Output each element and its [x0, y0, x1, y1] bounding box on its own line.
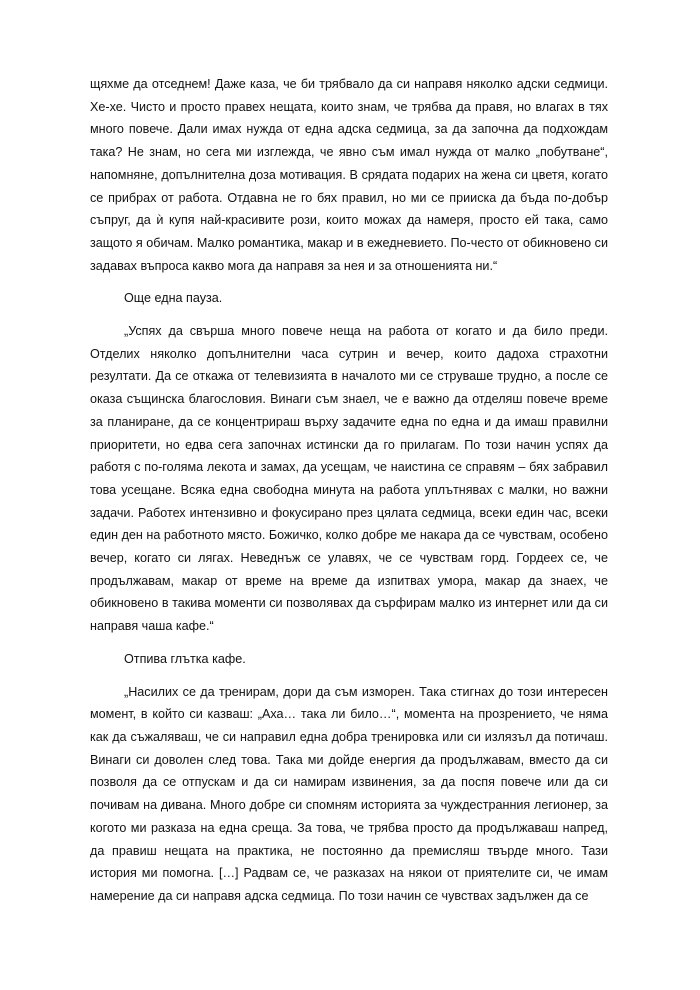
paragraph-coffee-note: Отпива глътка кафе. [124, 651, 246, 666]
paragraph-continued: щяхме да отседнем! Даже каза, че би трябвало да си направя няколко адски седмици. Хе-хе. Чисто и просто правех нещата, които знам, че трябва да правя, но влагах в тях много повече. Дали имах нужда от една адска седмица, за да започна да подхождам така? Не знам, но сега ми изглежда, че явно съм имал нужда от малко „побутване“, напомняне, допълнителна доза мотивация. В срядата подарих на жена си цветя, когато се прибрах от работа. Отдавна не го бях правил, но ми се прииска да бъда по-добър съпруг, да ѝ купя най-красивите рози, които можах да намеря, просто ей така, само защото я обичам. Малко романтика, макар и в ежедневието. По-често от обикновено си задавах въпроса какво мога да направя за нея и за отношенията ни.“ [90, 77, 608, 273]
paragraph-work-story: „Успях да свърша много повече неща на работа от когато и да било преди. Отделих няколко допълнителни часа сутрин и вечер, които дадоха страхотни резултати. Да се откажа от телевизията в началото ми се струваше трудно, а после се оказа същинска благословия. Винаги съм знаел, че е важно да отделяш повече време за планиране, да се концентрираш върху задачите една по една и да имаш правилни приоритети, но едва сега започнах истински да го прилагам. По този начин успях да работя с по-голяма лекота и замах, да усещам, че наистина се справям – бях забравил това усещане. Всяка една свободна минута на работа уплътнявах с малки, но важни задачи. Работех интензивно и фокусирано през цялата седмица, всеки един час, всеки един ден на работното място. Божичко, колко добре ме накара да се чувствам, особено вечер, когато си лягах. Неведнъж се улавях, че се чувствам горд. Гордеех се, че продължавам, макар от време на време да изпитвах умора, макар да знаех, че обикновено в такива моменти си позволявах да сърфирам малко из интернет или да си направя чаша кафе.“ [90, 324, 608, 634]
paragraph-pause-note: Още една пауза. [124, 291, 223, 306]
paragraph-training-story: „Насилих се да тренирам, дори да съм изморен. Така стигнах до този интересен момент, в който си казваш: „Аха… така ли било…“, момента на прозрението, че няма как да съжаляваш, че си направил една добра тренировка или си излязъл да потичаш. Винаги си доволен след това. Така ми дойде енергия да продължавам, вместо да си позволя да се отпускам и да си намирам извинения, за да поспя повече или да си почивам на дивана. Много добре си спомням историята за чуждестранния легионер, за когото ми разказа на една среща. За това, че трябва просто да продължаваш напред, да правиш нещата на практика, не постоянно да премисляш твърде много. Тази история ми помогна. […] Радвам се, че разказах на някои от приятелите си, че имам намерение да си направя адска седмица. По този начин се чувствах задължен да се [90, 684, 608, 903]
body-text [90, 73, 608, 918]
